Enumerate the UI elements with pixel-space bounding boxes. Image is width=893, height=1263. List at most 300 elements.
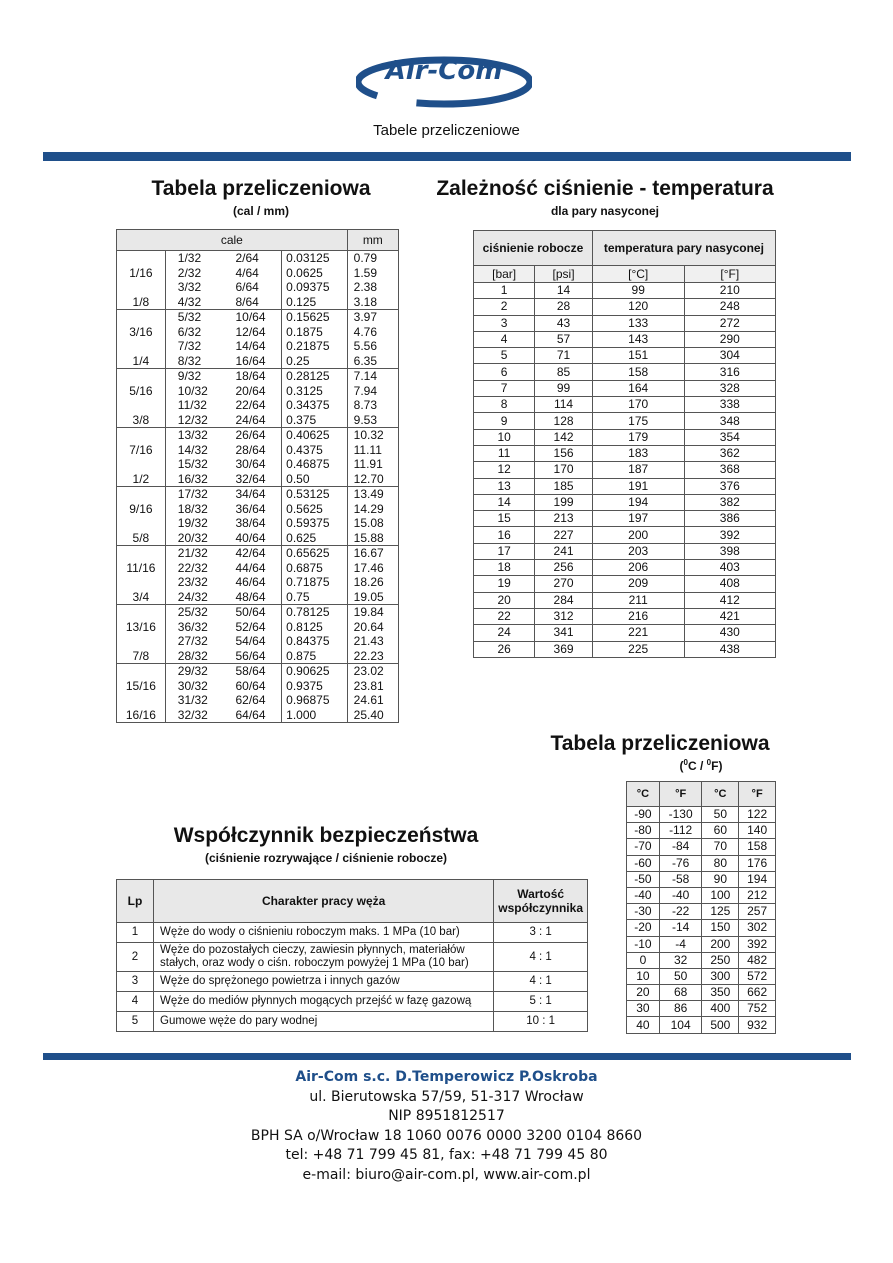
millimeters: 17.46: [347, 561, 398, 576]
celsius-value: 100: [702, 887, 739, 903]
fahrenheit-value: 50: [659, 968, 702, 984]
pressure-table-row: [474, 348, 776, 364]
psi-value: 142: [535, 429, 593, 445]
bar-value: 18: [474, 560, 535, 576]
bar-value: 5: [474, 348, 535, 364]
celsius-value: 187: [592, 462, 684, 478]
temp-table-row: [627, 936, 776, 952]
fahrenheit-value: 304: [684, 348, 775, 364]
pressure-table-row: [474, 543, 776, 559]
psi-value: 85: [535, 364, 593, 380]
temp-table-row: [627, 904, 776, 920]
fraction-16: 16/16: [117, 708, 166, 723]
bar-value: 4: [474, 331, 535, 347]
fraction-16: 1/8: [117, 295, 166, 310]
inch-table-row: [117, 516, 399, 531]
temp-table-row: [627, 985, 776, 1001]
millimeters: 7.94: [347, 384, 398, 399]
fraction-16: [117, 634, 166, 649]
fraction-64: 46/64: [235, 575, 266, 589]
temp-table-subtitle: ($^0$C / $^0$F): [679, 758, 723, 773]
fahrenheit-value: 398: [684, 543, 775, 559]
celsius-value: 211: [592, 592, 684, 608]
inch-table-row: [117, 561, 399, 576]
celsius-value: 300: [702, 968, 739, 984]
pressure-table-row: [474, 380, 776, 396]
inch-table-row: [117, 310, 399, 325]
inch-table-header-cale: cale: [117, 230, 348, 251]
millimeters: 20.64: [347, 620, 398, 635]
celsius-value: 194: [592, 494, 684, 510]
pressure-table-row: [474, 429, 776, 445]
fraction-16: [117, 487, 166, 502]
fahrenheit-value: 68: [659, 985, 702, 1001]
decimal-inch: 0.09375: [282, 280, 348, 295]
celsius-value: 209: [592, 576, 684, 592]
psi-value: 128: [535, 413, 593, 429]
fraction-64: 32/64: [223, 472, 281, 487]
fahrenheit-value: 338: [684, 397, 775, 413]
safety-row-number: 4: [117, 992, 154, 1012]
decimal-inch: 0.50: [282, 472, 348, 487]
inch-table-row: [117, 634, 399, 649]
fraction-32: 16/32: [165, 472, 223, 487]
fraction-16: 9/16: [117, 502, 166, 517]
psi-value: 227: [535, 527, 593, 543]
safety-row-description: Węże do mediów płynnych mogących przejść w fazę gazową: [154, 992, 494, 1012]
fraction-64: 28/64: [235, 442, 266, 457]
decimal-inch: 0.3125: [282, 384, 348, 399]
decimal-inch: 0.90625: [282, 664, 348, 679]
fraction-64: 4/64: [235, 265, 259, 280]
celsius-value: 500: [702, 1017, 739, 1033]
decimal-inch: 0.75: [282, 590, 348, 605]
celsius-value: 200: [702, 936, 739, 952]
celsius-value: 200: [592, 527, 684, 543]
millimeters: 23.02: [347, 664, 398, 679]
fraction-16: [117, 546, 166, 561]
millimeters: 19.05: [347, 590, 398, 605]
fraction-32: 12/32: [165, 413, 223, 428]
pressure-table-row: [474, 625, 776, 641]
fahrenheit-value: 32: [659, 952, 702, 968]
fraction-64: 34/64: [223, 487, 281, 502]
fraction-16: 7/8: [117, 649, 166, 664]
celsius-value: 150: [702, 920, 739, 936]
fahrenheit-value: -76: [659, 855, 702, 871]
fraction-64: 10/64: [223, 310, 281, 325]
inch-table-row: [117, 325, 399, 340]
fahrenheit-value: 210: [684, 283, 775, 299]
fahrenheit-value: 194: [739, 871, 776, 887]
celsius-value: 179: [592, 429, 684, 445]
psi-value: 99: [535, 380, 593, 396]
fahrenheit-value: 662: [739, 985, 776, 1001]
fraction-16: [117, 664, 166, 679]
fraction-16: [117, 693, 166, 708]
fahrenheit-value: 158: [739, 839, 776, 855]
millimeters: 11.11: [347, 443, 398, 458]
decimal-inch: 0.03125: [282, 251, 348, 266]
fraction-64: 50/64: [223, 605, 281, 620]
temp-table-row: [627, 855, 776, 871]
safety-header-value: Wartość współczynnika: [494, 880, 588, 923]
psi-value: 185: [535, 478, 593, 494]
celsius-value: 30: [627, 1001, 660, 1017]
inch-table-row: [117, 266, 399, 281]
fraction-64: 54/64: [235, 634, 266, 648]
millimeters: 1.59: [347, 266, 398, 281]
psi-value: 71: [535, 348, 593, 364]
decimal-inch: 0.28125: [282, 369, 348, 384]
psi-value: 270: [535, 576, 593, 592]
inch-table-row: [117, 620, 399, 635]
millimeters: 14.29: [347, 502, 398, 517]
fraction-32: 4/32: [165, 295, 223, 310]
pressure-temperature-table: [473, 230, 776, 658]
celsius-value: 158: [592, 364, 684, 380]
fahrenheit-value: 392: [684, 527, 775, 543]
fraction-32: 5/32: [165, 310, 223, 325]
millimeters: 4.76: [347, 325, 398, 340]
millimeters: 13.49: [347, 487, 398, 502]
bar-value: 7: [474, 380, 535, 396]
pressure-table-row: [474, 592, 776, 608]
pressure-table-row: [474, 641, 776, 657]
decimal-inch: 1.000: [282, 708, 348, 723]
inch-table-row: [117, 487, 399, 502]
celsius-value: 90: [702, 871, 739, 887]
fahrenheit-value: 348: [684, 413, 775, 429]
decimal-inch: 0.15625: [282, 310, 348, 325]
inch-table-row: [117, 369, 399, 384]
inch-mm-table: [116, 229, 399, 723]
fahrenheit-value: 212: [739, 887, 776, 903]
bar-value: 10: [474, 429, 535, 445]
decimal-inch: 0.8125: [282, 620, 348, 635]
fahrenheit-value: 382: [684, 494, 775, 510]
psi-value: 156: [535, 445, 593, 461]
fraction-64: 36/64: [235, 501, 266, 516]
fraction-32: 32/32: [165, 708, 223, 723]
safety-header-description: Charakter pracy węża: [154, 880, 494, 923]
pressure-table-row: [474, 331, 776, 347]
fahrenheit-value: 302: [739, 920, 776, 936]
fraction-16: 13/16: [117, 620, 166, 635]
fahrenheit-value: -14: [659, 920, 702, 936]
psi-value: 170: [535, 462, 593, 478]
fahrenheit-value: -112: [659, 823, 702, 839]
safety-table-row: [117, 923, 588, 943]
safety-row-value: 3 : 1: [494, 923, 588, 943]
psi-value: 369: [535, 641, 593, 657]
fraction-64: 48/64: [223, 590, 281, 605]
millimeters: 18.26: [347, 575, 398, 590]
celsius-value: 120: [592, 299, 684, 315]
celsius-value: 20: [627, 985, 660, 1001]
fraction-64: 20/64: [235, 383, 266, 398]
temp-table-row: [627, 1001, 776, 1017]
pressure-table-row: [474, 560, 776, 576]
fraction-16: 11/16: [117, 561, 166, 576]
inch-table-row: [117, 590, 399, 605]
millimeters: 24.61: [347, 693, 398, 708]
pressure-table-row: [474, 299, 776, 315]
inch-table-row: [117, 339, 399, 354]
fraction-32: 36/32: [177, 619, 208, 634]
fraction-64: 12/64: [235, 324, 266, 339]
fraction-32: 20/32: [165, 531, 223, 546]
millimeters: 0.79: [347, 251, 398, 266]
fraction-32: 25/32: [165, 605, 223, 620]
inch-table-row: [117, 354, 399, 369]
fraction-16: 5/8: [117, 531, 166, 546]
celsius-value: 221: [592, 625, 684, 641]
pressure-table-row: [474, 283, 776, 299]
fahrenheit-value: 354: [684, 429, 775, 445]
inch-table-header-mm: mm: [347, 230, 398, 251]
fahrenheit-value: 412: [684, 592, 775, 608]
temp-header-f2: °F: [739, 782, 776, 807]
decimal-inch: 0.71875: [282, 575, 348, 590]
decimal-inch: 0.84375: [282, 634, 348, 649]
temp-table-row: [627, 1017, 776, 1033]
temp-table-row: [627, 887, 776, 903]
temp-table-row: [627, 807, 776, 823]
fraction-64: 44/64: [235, 560, 266, 575]
celsius-value: 70: [702, 839, 739, 855]
bar-value: 13: [474, 478, 535, 494]
pressure-table-row: [474, 413, 776, 429]
pressure-table-row: [474, 576, 776, 592]
safety-table-title: Współczynnik bezpieczeństwa: [173, 824, 479, 847]
psi-value: 57: [535, 331, 593, 347]
fahrenheit-value: 176: [739, 855, 776, 871]
pressure-table-row: [474, 511, 776, 527]
fraction-16: [117, 251, 166, 266]
inch-table-row: [117, 472, 399, 487]
millimeters: 5.56: [347, 339, 398, 354]
document-subtitle: Tabele przeliczeniowe: [373, 122, 520, 139]
fahrenheit-value: 438: [684, 641, 775, 657]
fraction-32: 1/32: [165, 251, 223, 266]
celsius-value: 225: [592, 641, 684, 657]
fraction-16: 1/4: [117, 354, 166, 369]
safety-row-number: 3: [117, 972, 154, 992]
fahrenheit-value: 104: [659, 1017, 702, 1033]
inch-table-row: [117, 413, 399, 428]
temp-header-c1: °C: [627, 782, 660, 807]
pressure-table-row: [474, 364, 776, 380]
pressure-table-title: Zależność ciśnienie - temperatura: [436, 177, 774, 200]
footer-contact: e-mail: biuro@air-com.pl, www.air-com.pl: [302, 1166, 591, 1183]
fraction-64: 40/64: [223, 531, 281, 546]
decimal-inch: 0.0625: [282, 266, 348, 281]
psi-value: 341: [535, 625, 593, 641]
safety-table-row: [117, 943, 588, 972]
fraction-64: 14/64: [235, 339, 266, 353]
millimeters: 25.40: [347, 708, 398, 723]
safety-table-row: [117, 1012, 588, 1032]
fraction-16: [117, 310, 166, 325]
fraction-64: 30/64: [235, 457, 266, 471]
decimal-inch: 0.5625: [282, 502, 348, 517]
bar-value: 2: [474, 299, 535, 315]
millimeters: 19.84: [347, 605, 398, 620]
pressure-table-row: [474, 315, 776, 331]
safety-table-row: [117, 972, 588, 992]
inch-table-row: [117, 295, 399, 310]
inch-table-row: [117, 693, 399, 708]
fraction-16: [117, 516, 166, 531]
fahrenheit-value: 752: [739, 1001, 776, 1017]
celsius-value: -70: [627, 839, 660, 855]
fraction-32: 27/32: [177, 634, 208, 648]
celsius-value: 125: [702, 904, 739, 920]
celsius-value: -90: [627, 807, 660, 823]
inch-table-subtitle: (cal / mm): [232, 204, 289, 218]
millimeters: 8.73: [347, 398, 398, 413]
celsius-value: 99: [592, 283, 684, 299]
bar-value: 17: [474, 543, 535, 559]
inch-table-row: [117, 398, 399, 413]
temp-table-row: [627, 823, 776, 839]
fraction-32: 30/32: [177, 678, 208, 693]
fraction-32: 3/32: [177, 280, 202, 294]
bar-value: 20: [474, 592, 535, 608]
millimeters: 16.67: [347, 546, 398, 561]
temp-table-row: [627, 920, 776, 936]
safety-header-lp: Lp: [117, 880, 154, 923]
celsius-value: 203: [592, 543, 684, 559]
fraction-16: [117, 280, 166, 295]
bar-value: 12: [474, 462, 535, 478]
fraction-64: 26/64: [223, 428, 281, 443]
fraction-32: 2/32: [177, 265, 202, 280]
celsius-value: 400: [702, 1001, 739, 1017]
safety-row-description: Węże do wody o ciśnieniu roboczym maks. 1 MPa (10 bar): [154, 923, 494, 943]
fraction-64: 64/64: [223, 708, 281, 723]
inch-table-row: [117, 457, 399, 472]
celsius-value: 170: [592, 397, 684, 413]
fraction-16: [117, 457, 166, 472]
fahrenheit-value: 408: [684, 576, 775, 592]
inch-table-row: [117, 502, 399, 517]
footer-divider: [43, 1053, 851, 1060]
fahrenheit-value: 328: [684, 380, 775, 396]
psi-value: 28: [535, 299, 593, 315]
inch-table-row: [117, 531, 399, 546]
unit-celsius: [°C]: [592, 266, 684, 283]
psi-value: 114: [535, 397, 593, 413]
safety-row-value: 4 : 1: [494, 943, 588, 972]
decimal-inch: 0.375: [282, 413, 348, 428]
bar-value: 3: [474, 315, 535, 331]
celsius-value: 133: [592, 315, 684, 331]
fraction-64: 22/64: [235, 398, 266, 412]
fraction-32: 24/32: [165, 590, 223, 605]
fraction-32: 22/32: [177, 560, 208, 575]
safety-row-value: 10 : 1: [494, 1012, 588, 1032]
bar-value: 11: [474, 445, 535, 461]
psi-value: 284: [535, 592, 593, 608]
decimal-inch: 0.34375: [282, 398, 348, 413]
millimeters: 10.32: [347, 428, 398, 443]
footer-address: ul. Bierutowska 57/59, 51-317 Wrocław: [309, 1088, 584, 1105]
celsius-value: 40: [627, 1017, 660, 1033]
pressure-table-row: [474, 445, 776, 461]
safety-row-value: 5 : 1: [494, 992, 588, 1012]
fraction-64: 18/64: [223, 369, 281, 384]
fraction-16: [117, 605, 166, 620]
fahrenheit-value: -58: [659, 871, 702, 887]
footer: [0, 1068, 893, 1185]
fraction-32: 13/32: [165, 428, 223, 443]
millimeters: 3.97: [347, 310, 398, 325]
inch-table-row: [117, 546, 399, 561]
fraction-64: 42/64: [223, 546, 281, 561]
fraction-16: [117, 339, 166, 354]
celsius-value: 10: [627, 968, 660, 984]
fraction-64: 56/64: [223, 649, 281, 664]
footer-bank: BPH SA o/Wrocław 18 1060 0076 0000 3200 0104 8660: [250, 1127, 643, 1144]
millimeters: 6.35: [347, 354, 398, 369]
safety-row-number: 2: [117, 943, 154, 972]
decimal-inch: 0.4375: [282, 443, 348, 458]
inch-table-row: [117, 605, 399, 620]
fahrenheit-value: 272: [684, 315, 775, 331]
fraction-16: [117, 428, 166, 443]
fraction-16: 7/16: [117, 443, 166, 458]
inch-table-row: [117, 679, 399, 694]
fahrenheit-value: 257: [739, 904, 776, 920]
pressure-table-row: [474, 527, 776, 543]
temp-table-row: [627, 871, 776, 887]
fraction-32: 10/32: [177, 383, 208, 398]
fraction-64: 8/64: [223, 295, 281, 310]
pressure-table-row: [474, 478, 776, 494]
temperature-header: temperatura pary nasyconej: [592, 231, 775, 266]
celsius-value: 143: [592, 331, 684, 347]
inch-table-row: [117, 428, 399, 443]
millimeters: 7.14: [347, 369, 398, 384]
fahrenheit-value: 386: [684, 511, 775, 527]
fahrenheit-value: 368: [684, 462, 775, 478]
celsius-value: 151: [592, 348, 684, 364]
fraction-16: 1/2: [117, 472, 166, 487]
fahrenheit-value: -130: [659, 807, 702, 823]
psi-value: 43: [535, 315, 593, 331]
bar-value: 14: [474, 494, 535, 510]
fraction-64: 38/64: [235, 516, 266, 530]
temp-header-c2: °C: [702, 782, 739, 807]
millimeters: 11.91: [347, 457, 398, 472]
fahrenheit-value: 316: [684, 364, 775, 380]
celsius-value: 0: [627, 952, 660, 968]
fraction-32: 6/32: [177, 324, 202, 339]
millimeters: 2.38: [347, 280, 398, 295]
decimal-inch: 0.6875: [282, 561, 348, 576]
celsius-value: 183: [592, 445, 684, 461]
fahrenheit-value: 430: [684, 625, 775, 641]
fahrenheit-value: 140: [739, 823, 776, 839]
fraction-64: 16/64: [223, 354, 281, 369]
fraction-64: 24/64: [223, 413, 281, 428]
fahrenheit-value: 376: [684, 478, 775, 494]
safety-table-row: [117, 992, 588, 1012]
fraction-16: 1/16: [117, 266, 166, 281]
fraction-32: 11/32: [177, 398, 207, 412]
